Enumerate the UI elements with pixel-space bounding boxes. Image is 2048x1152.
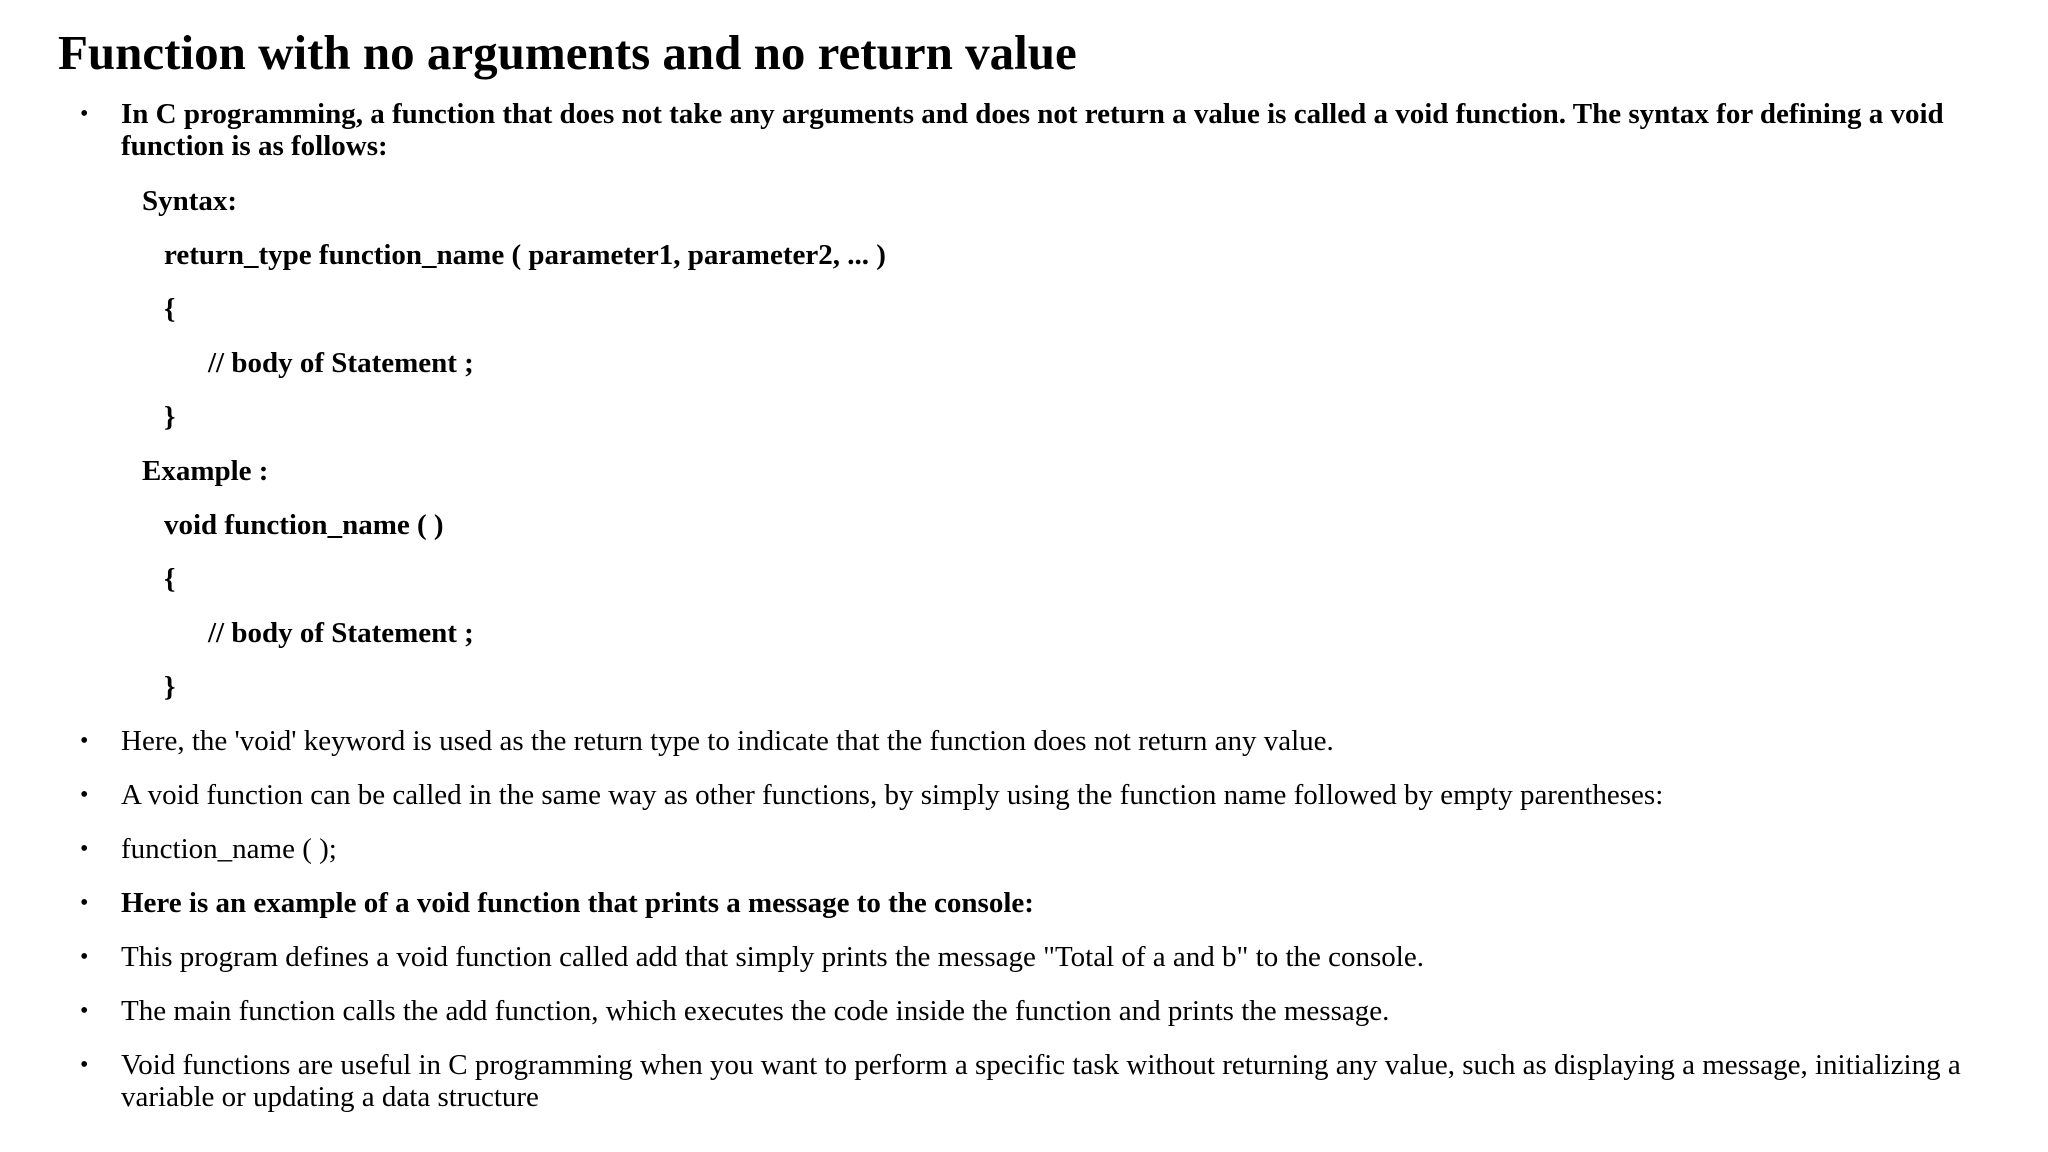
syntax-signature: return_type function_name ( parameter1, parameter2, ... ) (164, 239, 886, 271)
example-label: Example : (142, 455, 269, 487)
bullet-icon: • (80, 998, 89, 1024)
bullet-icon: • (80, 836, 89, 862)
bullet-item: This program defines a void function called add that simply prints the message "Total of a and b" to the console. (121, 941, 1424, 973)
bullet-icon: • (80, 944, 89, 970)
syntax-body: // body of Statement ; (208, 347, 474, 379)
syntax-open-brace: { (164, 293, 176, 325)
bullet-item: Here is an example of a void function that prints a message to the console: (121, 887, 1034, 919)
bullet-icon: • (80, 1052, 89, 1078)
bullet-item: Void functions are useful in C programming when you want to perform a specific task without returning any value, such as displaying a message, initializing a variable or updating a data structure (121, 1049, 1961, 1113)
bullet-item: function_name ( ); (121, 833, 337, 865)
example-body: // body of Statement ; (208, 617, 474, 649)
bullet-icon: • (80, 890, 89, 916)
bullet-item: A void function can be called in the same way as other functions, by simply using the function name followed by empty parentheses: (121, 779, 1664, 811)
bullet-icon: • (80, 782, 89, 808)
example-close-brace: } (164, 671, 176, 703)
bullet-item: Here, the 'void' keyword is used as the return type to indicate that the function does not return any value. (121, 725, 1334, 757)
example-signature: void function_name ( ) (164, 509, 444, 541)
intro-text: In C programming, a function that does not take any arguments and does not return a value is called a void function. The syntax for defining a void function is as follows: (121, 98, 1944, 162)
bullet-item: The main function calls the add function, which executes the code inside the function and prints the message. (121, 995, 1390, 1027)
bullet-icon: • (80, 101, 89, 127)
syntax-label: Syntax: (142, 185, 238, 217)
syntax-close-brace: } (164, 401, 176, 433)
slide-title: Function with no arguments and no return value (58, 25, 1077, 80)
bullet-icon: • (80, 728, 89, 754)
example-open-brace: { (164, 563, 176, 595)
